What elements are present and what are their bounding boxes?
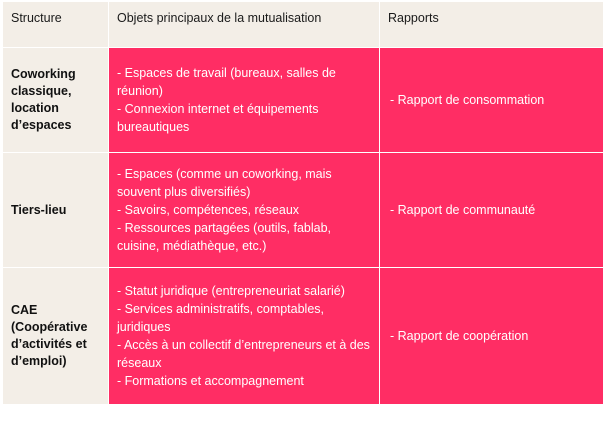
objets-cell [109,48,380,153]
objet-item: - Espaces de travail (bureaux, salles de réunion) [117,66,336,98]
table-row [3,153,604,268]
objet-item: - Savoirs, compétences, réseaux [117,203,300,217]
header-structure: Structure [3,2,109,48]
rapport-cell: - Rapport de consommation [380,48,604,153]
objet-item: - Espaces (comme un coworking, mais souvent plus diversifiés) [117,167,332,199]
table-row [3,268,604,405]
structure-cell: CAE (Coopérative d’activités et d’emploi) [3,268,109,405]
structure-cell: Tiers-lieu [3,153,109,268]
mutualisation-table [2,1,604,405]
objets-cell [109,268,380,405]
rapport-cell: - Rapport de coopération [380,268,604,405]
structure-cell: Coworking classique, location d’espaces [3,48,109,153]
header-objets: Objets principaux de la mutualisation [109,2,380,48]
objet-item: - Formations et accompagnement [117,374,304,388]
objet-item: - Services administratifs, comptables, juridiques [117,302,325,334]
table-row [3,48,604,153]
objet-item: - Connexion internet et équipements bureautiques [117,102,319,134]
rapport-cell: - Rapport de communauté [380,153,604,268]
objets-cell [109,153,380,268]
objet-item: - Accès à un collectif d’entrepreneurs et à des réseaux [117,338,370,370]
header-rapports: Rapports [380,2,604,48]
objet-item: - Statut juridique (entrepreneuriat salarié) [117,284,345,298]
header-row [3,2,604,48]
objet-item: - Ressources partagées (outils, fablab, cuisine, médiathèque, etc.) [117,221,331,253]
